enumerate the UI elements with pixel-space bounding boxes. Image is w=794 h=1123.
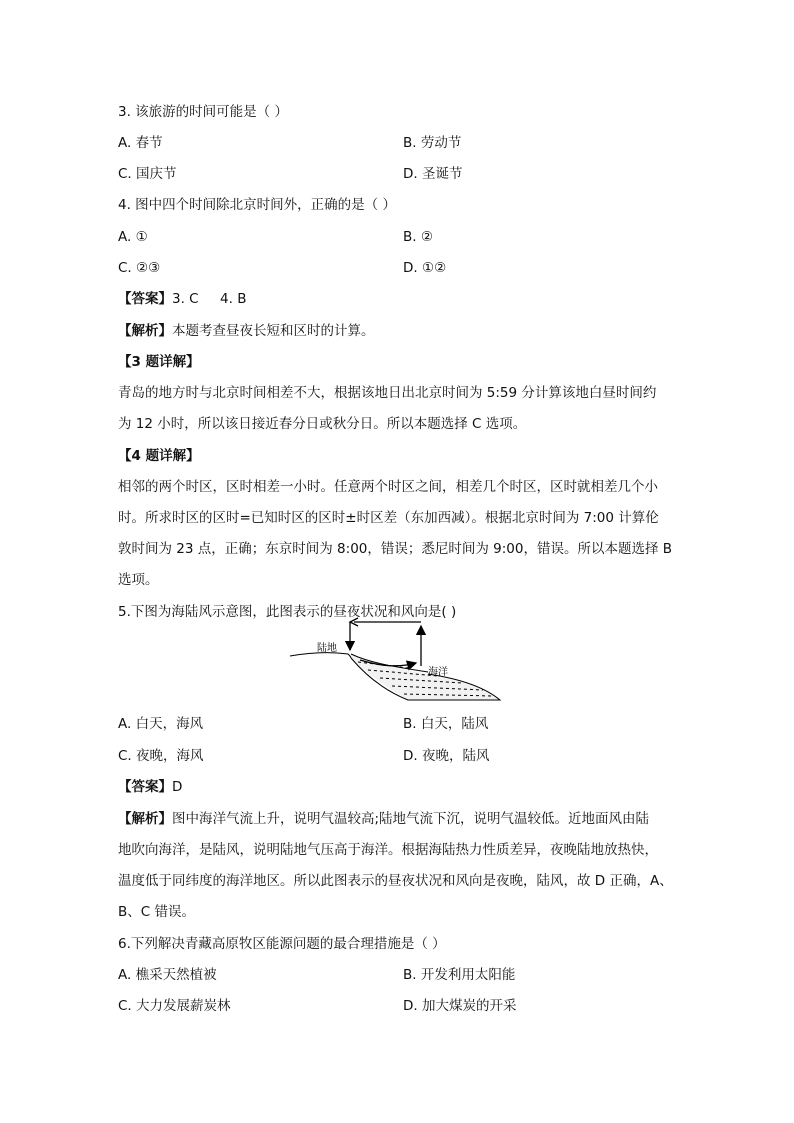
analysis-tag: 【解析】	[118, 811, 172, 827]
answer-3-4	[118, 289, 247, 309]
q5-stem: 5.下图为海陆风示意图，此图表示的昼夜状况和风向是( )	[118, 604, 457, 620]
q6-option-c: C. 大力发展薪炭林	[118, 998, 231, 1014]
analysis-5-line: 温度低于同纬度的海洋地区。所以此图表示的昼夜状况和风向是夜晚，陆风，故 D 正确，A、	[118, 873, 673, 889]
analysis-3-4	[118, 321, 375, 341]
detail-4-line: 相邻的两个时区，区时相差一小时。任意两个时区之间，相差几个时区，区时就相差几个小	[118, 479, 658, 495]
detail-4-line: 敦时间为 23 点，正确；东京时间为 8:00，错误；悉尼时间为 9:00，错误。所以本题选择 B	[118, 541, 673, 557]
analysis-tag: 【解析】	[118, 323, 172, 339]
detail-4-line: 选项。	[118, 572, 159, 588]
detail-3-heading: 【3 题详解】	[118, 354, 200, 370]
detail-4-heading: 【4 题详解】	[118, 448, 200, 464]
q6-option-b: B. 开发利用太阳能	[403, 967, 516, 983]
q4-option-d: D. ①②	[403, 260, 447, 276]
q6-option-a: A. 樵采天然植被	[118, 967, 217, 983]
answer-tag: 【答案】	[118, 779, 172, 795]
ocean-body	[350, 654, 500, 700]
analysis-5	[118, 809, 649, 829]
q4-option-b: B. ②	[403, 229, 433, 245]
analysis-line: 图中海洋气流上升，说明气温较高;陆地气流下沉，说明气温较低。近地面风由陆	[172, 811, 650, 827]
answer-5	[118, 777, 182, 797]
answer-text: D	[172, 779, 183, 795]
q5-option-a: A. 白天，海风	[118, 716, 204, 732]
q5-option-d: D. 夜晚，陆风	[403, 748, 490, 764]
q5-option-c: C. 夜晚，海风	[118, 748, 204, 764]
q4-option-c: C. ②③	[118, 260, 161, 276]
answer-text: 3. C 4. B	[172, 291, 247, 307]
q3-option-a: A. 春节	[118, 135, 163, 151]
q4-stem: 4. 图中四个时间除北京时间外，正确的是（ ）	[118, 197, 396, 213]
q3-option-d: D. 圣诞节	[403, 166, 463, 182]
q4-option-a: A. ①	[118, 229, 148, 245]
detail-3-line: 青岛的地方时与北京时间相差不大，根据该地日出北京时间为 5:59 分计算该地白昼时间约	[118, 385, 657, 401]
sea-label: 海洋	[428, 667, 448, 678]
q6-option-d: D. 加大煤炭的开采	[403, 998, 517, 1014]
analysis-5-line: B、C 错误。	[118, 904, 195, 920]
land-sea-breeze-diagram	[288, 616, 506, 708]
analysis-5-line: 地吹向海洋，是陆风，说明陆地气压高于海洋。根据海陆热力性质差异，夜晚陆地放热快，	[118, 842, 658, 858]
q3-option-c: C. 国庆节	[118, 166, 177, 182]
q3-option-b: B. 劳动节	[403, 135, 462, 151]
detail-4-line: 时。所求时区的区时=已知时区的区时±时区差（东加西减）。根据北京时间为 7:00 计算伦	[118, 510, 659, 526]
detail-3-line: 为 12 小时，所以该日接近春分日或秋分日。所以本题选择 C 选项。	[118, 416, 527, 432]
answer-tag: 【答案】	[118, 291, 172, 307]
q3-stem: 3. 该旅游的时间可能是（ ）	[118, 104, 288, 120]
land-label: 陆地	[317, 643, 337, 654]
analysis-text: 本题考查昼夜长短和区时的计算。	[172, 323, 375, 339]
q6-stem: 6.下列解决青藏高原牧区能源问题的最合理措施是（ ）	[118, 936, 446, 952]
q5-option-b: B. 白天，陆风	[403, 716, 489, 732]
